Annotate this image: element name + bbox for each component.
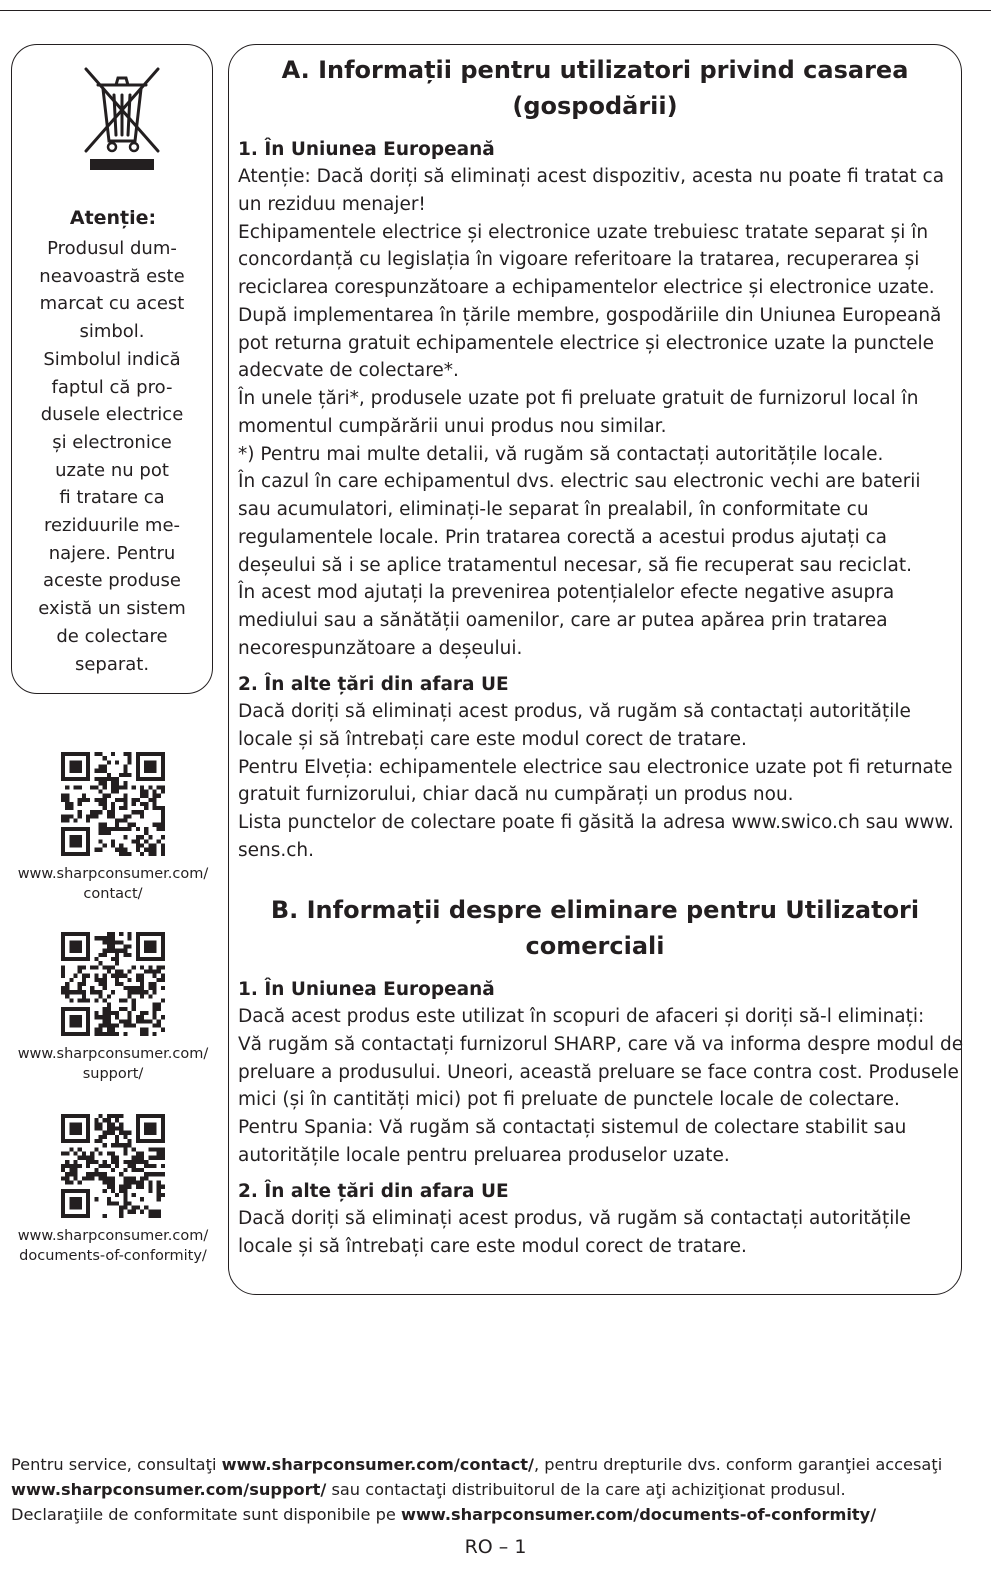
text-line: necorespunzătoare a deșeului. — [238, 637, 523, 659]
qr-url-line: www.sharpconsumer.com/ — [17, 1046, 209, 1062]
attention-line: neavoastră este — [39, 265, 185, 287]
text-line: preluare a produsului. Uneori, această preluare se face contra cost. Produsele — [238, 1061, 959, 1083]
text-line: Dacă acest produs este utilizat în scopuri de afaceri și doriți să-l eliminați: — [238, 1006, 925, 1027]
contact-link[interactable]: www.sharpconsumer.com/contact/ — [221, 1455, 534, 1474]
qr-url-line: www.sharpconsumer.com/ — [17, 866, 209, 882]
text-line: gratuit furnizorului, chiar dacă nu cumpărați un produs nou. — [238, 784, 794, 806]
page-number: RO – 1 — [464, 1536, 527, 1558]
qr-url-line: www.sharpconsumer.com/ — [17, 1228, 209, 1244]
text-line: Dacă doriți să eliminați acest produs, vă rugăm să contactați autoritățile — [238, 1208, 911, 1229]
section-b-title — [236, 892, 954, 964]
section-a-title — [236, 52, 954, 124]
qr-code-support[interactable] — [61, 932, 165, 1036]
attention-line: dusele electrice — [40, 404, 184, 426]
attention-line: există un sistem — [38, 598, 186, 620]
attention-line: uzate nu pot — [55, 459, 169, 481]
attention-line: Simbolul indică — [43, 348, 181, 370]
footer — [11, 1452, 981, 1527]
attention-line: de colectare — [56, 625, 168, 647]
section-b-other-text — [238, 1205, 950, 1261]
text-line: sau acumulatori, eliminați-le separat în prealabil, în conformitate cu — [238, 499, 869, 520]
attention-text — [32, 235, 192, 678]
section-a-eu-text — [238, 163, 950, 663]
text-line: sens.ch. — [238, 839, 315, 861]
qr-url-contact[interactable] — [0, 864, 226, 904]
attention-line: najere. Pentru — [48, 542, 176, 564]
crossed-out-bin-icon — [78, 63, 166, 171]
text-line: Lista punctelor de colectare poate fi găsită la adresa www.swico.ch sau www. — [238, 812, 954, 833]
text-line: regulamentele locale. Prin tratarea corectă a acestui produs ajutați ca — [238, 526, 887, 548]
text-line: După implementarea în țările membre, gospodăriile din Uniunea Europeană — [238, 304, 942, 326]
title-line: A. Informații pentru utilizatori privind casarea — [281, 56, 909, 84]
qr-url-line: support/ — [82, 1066, 144, 1082]
text-line: Dacă doriți să eliminați acest produs, vă rugăm să contactați autoritățile — [238, 701, 911, 722]
text-line: Echipamentele electrice și electronice uzate trebuiesc tratate separat și în — [238, 221, 929, 243]
text-line: În cazul în care echipamentul dvs. electric sau electronic vechi are baterii — [238, 471, 921, 493]
qr-url-conformity[interactable] — [0, 1226, 226, 1266]
attention-box — [11, 44, 213, 694]
attention-line: reziduurile me- — [43, 515, 181, 537]
text-line: pot returna gratuit echipamentele electrice și electronice uzate la punctele — [238, 332, 935, 354]
attention-line: Produsul dum- — [47, 238, 177, 259]
attention-line: și electronice — [52, 431, 172, 453]
text-line: *) Pentru mai multe detalii, vă rugăm să contactați autoritățile locale. — [238, 443, 884, 465]
text-line: Atenție: Dacă doriți să eliminați acest dispozitiv, acesta nu poate fi tratat ca — [238, 166, 945, 187]
top-rule — [0, 10, 991, 11]
title-line: (gospodării) — [512, 92, 678, 120]
text-line: În unele țări*, produsele uzate pot fi preluate gratuit de furnizorul local în — [238, 388, 919, 409]
title-line: B. Informații despre eliminare pentru Utilizatori — [270, 896, 920, 924]
attention-line: marcat cu acest — [39, 293, 185, 315]
conformity-link[interactable]: www.sharpconsumer.com/documents-of-conformity/ — [401, 1505, 877, 1524]
attention-line: fi tratare ca — [59, 487, 165, 509]
text-line: Pentru Spania: Vă rugăm să contactați sistemul de colectare stabilit sau — [238, 1117, 907, 1138]
qr-code-conformity[interactable] — [61, 1114, 165, 1218]
attention-line: separat. — [74, 653, 150, 675]
section-a-eu-heading: 1. În Uniunea Europeană — [238, 139, 495, 160]
text-line: mediului sau a sănătății oamenilor, care ar putea apărea prin tratarea — [238, 610, 888, 631]
section-a-other-text — [238, 698, 954, 865]
footer-text: sau contactaţi distribuitorul de la care aţi achiziţionat produsul. — [326, 1480, 846, 1499]
text-line: locale și să întrebați care este modul corect de tratare. — [238, 1235, 747, 1257]
footer-line-3 — [11, 1502, 981, 1527]
title-line: comerciali — [525, 932, 665, 960]
support-link[interactable]: www.sharpconsumer.com/support/ — [11, 1480, 327, 1499]
qr-url-line: contact/ — [83, 886, 143, 902]
attention-line: faptul că pro- — [51, 376, 173, 398]
footer-text: Declaraţiile de conformitate sunt disponibile pe — [11, 1505, 402, 1524]
footer-line-2 — [11, 1477, 981, 1502]
footer-line-1 — [11, 1452, 981, 1477]
text-line: adecvate de colectare*. — [238, 360, 459, 382]
text-line: reciclarea corespunzătoare a echipamentelor electrice și electronice uzate. — [238, 277, 935, 298]
section-a-other-heading: 2. În alte țări din afara UE — [238, 674, 509, 695]
qr-url-support[interactable] — [0, 1044, 226, 1084]
text-line: locale și să întrebați care este modul corect de tratare. — [238, 728, 747, 750]
attention-line: aceste produse — [43, 570, 181, 592]
text-line: mici (și în cantități mici) pot fi preluate de punctele locale de colectare. — [238, 1089, 900, 1111]
attention-title: Atenție: — [69, 207, 157, 229]
text-line: Vă rugăm să contactați furnizorul SHARP, care vă va informa despre modul de — [238, 1033, 964, 1055]
qr-code-contact[interactable] — [61, 752, 165, 856]
text-line: un reziduu menajer! — [238, 193, 426, 215]
text-line: autoritățile locale pentru preluarea produselor uzate. — [238, 1144, 730, 1166]
text-line: Pentru Elveția: echipamentele electrice sau electronice uzate pot fi returnate — [238, 756, 953, 778]
text-line: În acest mod ajutați la prevenirea potențialelor efecte negative asupra — [238, 582, 895, 604]
text-line: concordanță cu legislația în vigoare referitoare la tratarea, recuperarea și — [238, 249, 920, 271]
footer-text: , pentru drepturile dvs. conform garanţiei accesaţi — [533, 1455, 943, 1474]
section-b-eu-heading: 1. În Uniunea Europeană — [238, 979, 495, 1000]
attention-line: simbol. — [79, 321, 145, 343]
section-b-other-heading: 2. În alte țări din afara UE — [238, 1181, 509, 1202]
text-line: deșeului să i se aplice tratamentul necesar, să fie recuperat sau reciclat. — [238, 554, 912, 576]
footer-text: Pentru service, consultaţi — [11, 1455, 222, 1474]
text-line: momentul cumpărării unui produs nou similar. — [238, 415, 667, 437]
qr-url-line: documents-of-conformity/ — [19, 1248, 207, 1264]
section-b-eu-text — [238, 1003, 964, 1170]
